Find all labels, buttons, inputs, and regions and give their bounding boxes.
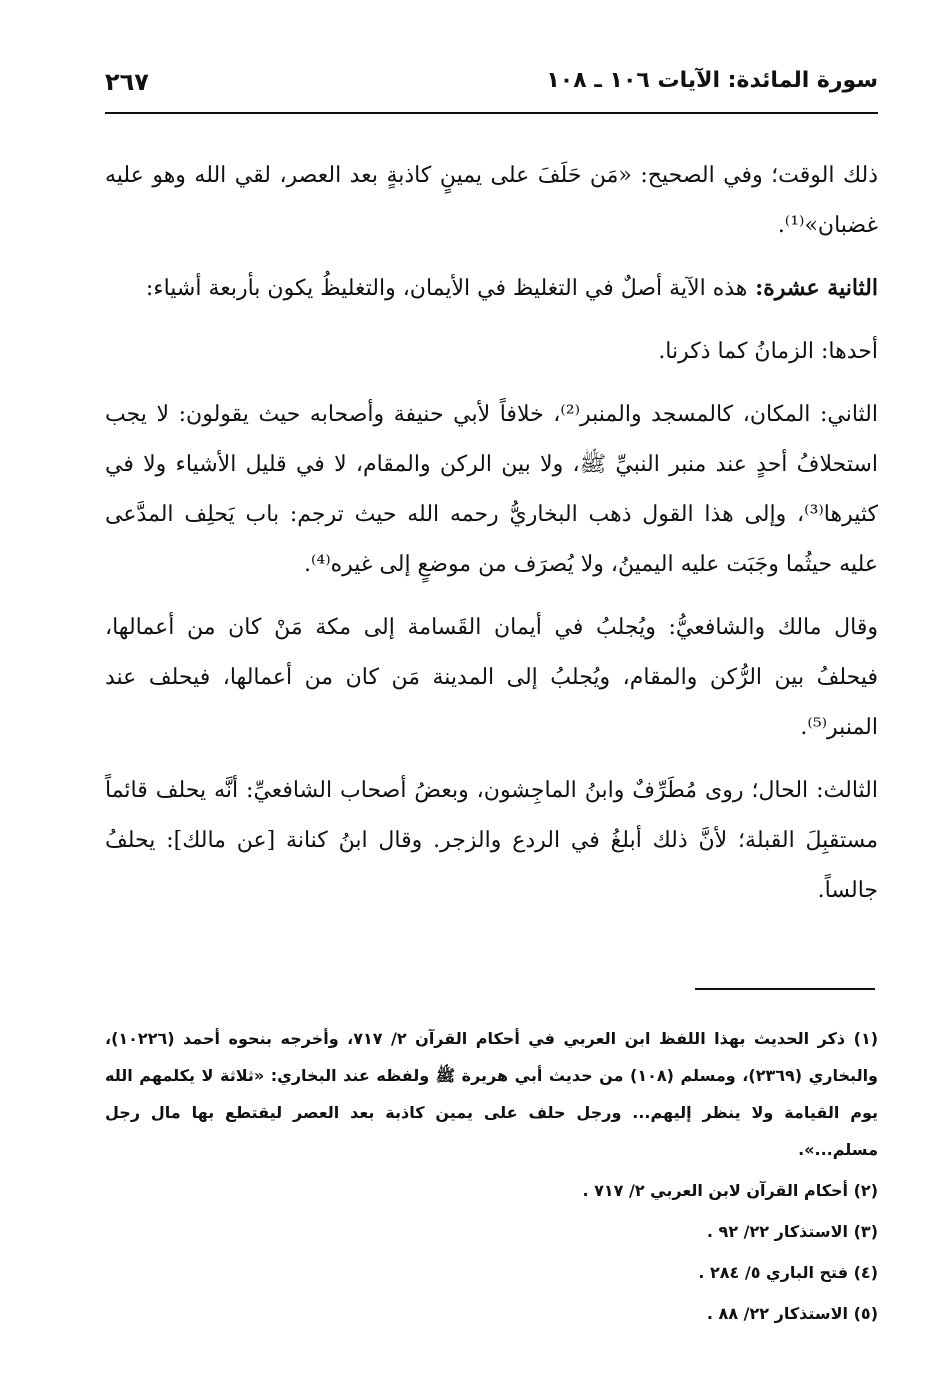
paragraph-text: الثاني: المكان، كالمسجد والمنبر⁽²⁾، خلافاً لأبي حنيفة وأصحابه حيث يقولون: لا يجب استحلافُ أحدٍ عند منبر النبيِّ ﷺ، ولا بين الركن والمقام، لا في قليل الأشياء ولا في كثيرها⁽³⁾، وإلى هذا القول ذهب البخاريُّ رحمه الله حيث ترجم: باب يَحلِف المدَّعى عليه حيثُما وجَبَت عليه اليمينُ، ولا يُصرَف من موضعٍ إلى غيره⁽⁴⁾. [105,402,878,577]
paragraph-text: وقال مالك والشافعيُّ: ويُجلبُ في أيمان القَسامة إلى مكة مَنْ كان من أعمالها، فيحلفُ بين الرُّكن والمقام، ويُجلبُ إلى المدينة مَن كان من أعمالها، فيحلف عند المنبر⁽⁵⁾. [105,615,878,740]
paragraph [105,765,878,916]
paragraph [105,150,878,251]
paragraph [105,602,878,753]
footnotes [105,1020,878,1336]
page-number: ٢٦٧ [105,68,149,96]
main-text [105,150,878,928]
footnote-3: (٣) الاستذكار ٢٢/ ٩٢ . [706,1222,878,1241]
footnote-4: (٤) فتح الباري ٥/ ٢٨٤ . [698,1263,878,1282]
footnote-2: (٢) أحكام القرآن لابن العربي ٢/ ٧١٧ . [582,1181,878,1200]
paragraph-text: الثالث: الحال؛ روى مُطَرِّفٌ وابنُ الماجِشون، وبعضُ أصحاب الشافعيِّ: أنَّه يحلف قائماً مستقبِلَ القبلة؛ لأنَّ ذلك أبلغُ في الردع والزجر. وقال ابنُ كنانة [عن مالك]: يحلفُ جالساً. [105,778,878,903]
paragraph [105,326,878,377]
paragraph [105,263,878,314]
running-title: سورة المائدة: الآيات ١٠٦ ـ ١٠٨ [546,68,878,93]
footnote-1: (١) ذكر الحديث بهذا اللفظ ابن العربي في أحكام القرآن ٢/ ٧١٧، وأخرجه بنحوه أحمد (١٠٢٢٦)، والبخاري (٢٣٦٩)، ومسلم (١٠٨) من حديث أبي هريرة ﷺ ولفظه عند البخاري: «ثلاثة لا يكلمهم الله يوم القيامة ولا ينظر إليهم... ورجل حلف على يمين كاذبة بعد العصر ليقتطع بها مال رجل مسلم...». [105,1029,879,1159]
paragraph-lead: الثانية عشرة: [747,275,878,301]
footnote-divider [695,988,875,990]
paragraph-text: ذلك الوقت؛ وفي الصحيح: «مَن حَلَفَ على يمينٍ كاذبةٍ بعد العصر، لقي الله وهو عليه غضبان»⁽¹⁾. [105,163,878,238]
paragraph-text: أحدها: الزمانُ كما ذكرنا. [658,339,878,364]
paragraph [105,389,878,590]
page-header [105,60,878,114]
footnote-5: (٥) الاستذكار ٢٢/ ٨٨ . [706,1304,878,1323]
paragraph-text: هذه الآية أصلٌ في التغليظ في الأيمان، والتغليظُ يكون بأربعة أشياء: [145,276,748,301]
